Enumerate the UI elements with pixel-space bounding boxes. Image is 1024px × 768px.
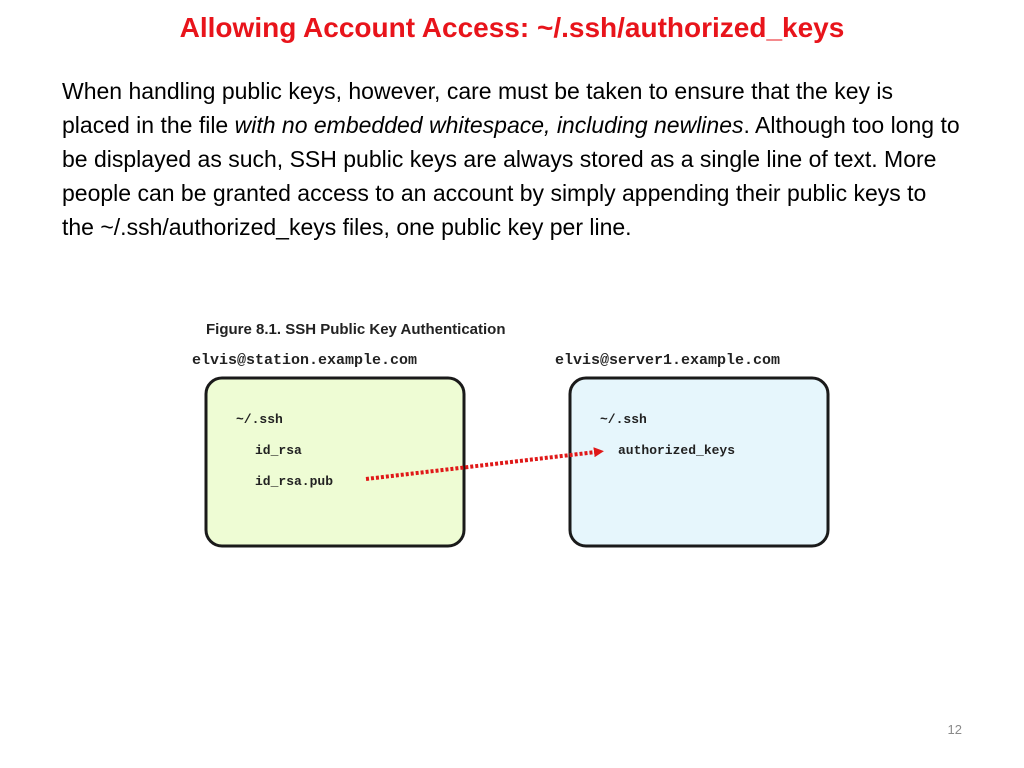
- paragraph-text-start: When handling public keys, however, care must be taken to ensure that the key is placed in the file: [62, 78, 894, 138]
- paragraph-emphasis: with no embedded whitespace, including newlines: [234, 112, 744, 138]
- ssh-authentication-figure: [180, 312, 860, 572]
- right-host-label: elvis@server1.example.com: [555, 352, 781, 369]
- station-file-id-rsa: id_rsa: [255, 443, 302, 458]
- paragraph-text-end: . Although too long to be displayed as such, SSH public keys are always stored as a single line of text. More people can be granted access to an account by simply appending their public keys to the ~/.ssh/authorized_keys files, one public key per line.: [62, 112, 960, 240]
- station-ssh-directory: ~/.ssh: [236, 412, 283, 427]
- station-box: [206, 378, 464, 546]
- body-paragraph: [62, 74, 962, 244]
- server-box: [570, 378, 828, 546]
- figure-caption: Figure 8.1. SSH Public Key Authentication: [206, 321, 506, 338]
- page-number: 12: [947, 722, 962, 737]
- station-file-id-rsa-pub: id_rsa.pub: [255, 474, 334, 489]
- server-file-authorized-keys: authorized_keys: [618, 443, 736, 458]
- left-host-label: elvis@station.example.com: [192, 352, 418, 369]
- slide-title: Allowing Account Access: ~/.ssh/authorized_keys: [179, 12, 845, 43]
- server-ssh-directory: ~/.ssh: [600, 412, 647, 427]
